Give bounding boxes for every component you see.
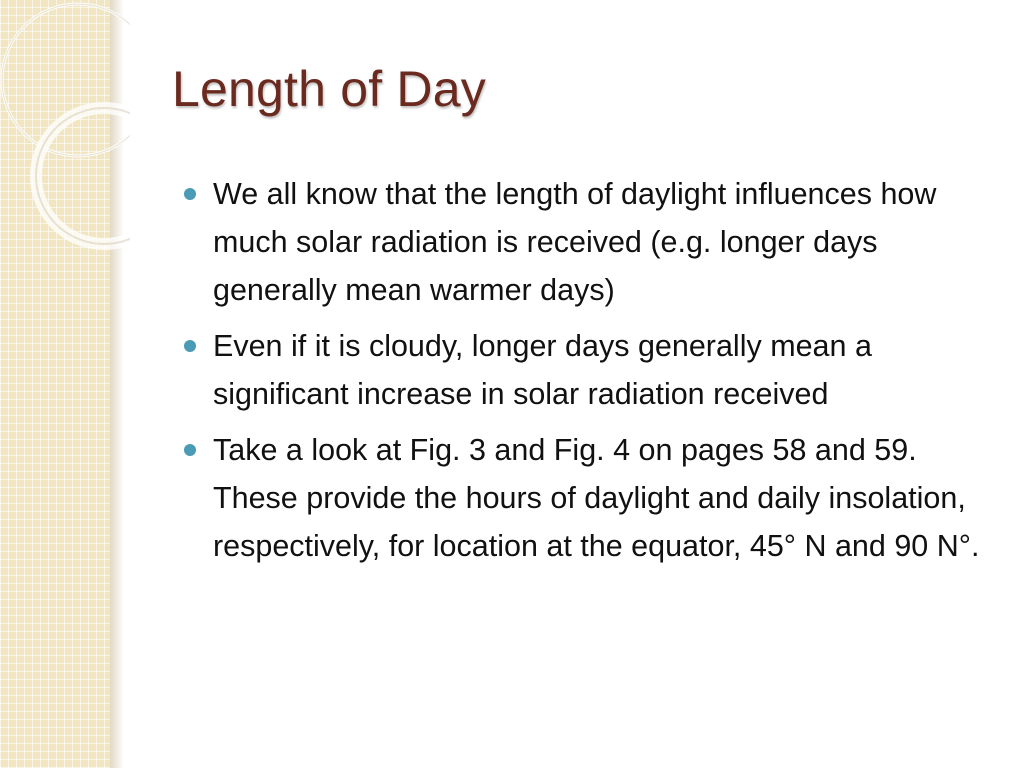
bullet-text: Even if it is cloudy, longer days generally mean a significant increase in solar radiation received xyxy=(213,329,872,411)
bullet-text: We all know that the length of daylight influences how much solar radiation is received (e.g. longer days generally mean warmer days) xyxy=(213,177,937,307)
bullet-list xyxy=(184,170,984,578)
bullet-item xyxy=(184,170,984,314)
slide-title: Length of Day xyxy=(172,61,486,117)
bullet-item xyxy=(184,322,984,418)
bullet-dot-icon xyxy=(184,188,196,200)
bullet-item xyxy=(184,426,984,570)
ring-ornament-icon xyxy=(0,0,130,260)
bullet-text: Take a look at Fig. 3 and Fig. 4 on pages 58 and 59. These provide the hours of daylight and daily insolation, respectively, for location at the equator, 45° N and 90 N°. xyxy=(213,433,980,563)
bullet-dot-icon xyxy=(184,444,196,456)
bullet-dot-icon xyxy=(184,340,196,352)
